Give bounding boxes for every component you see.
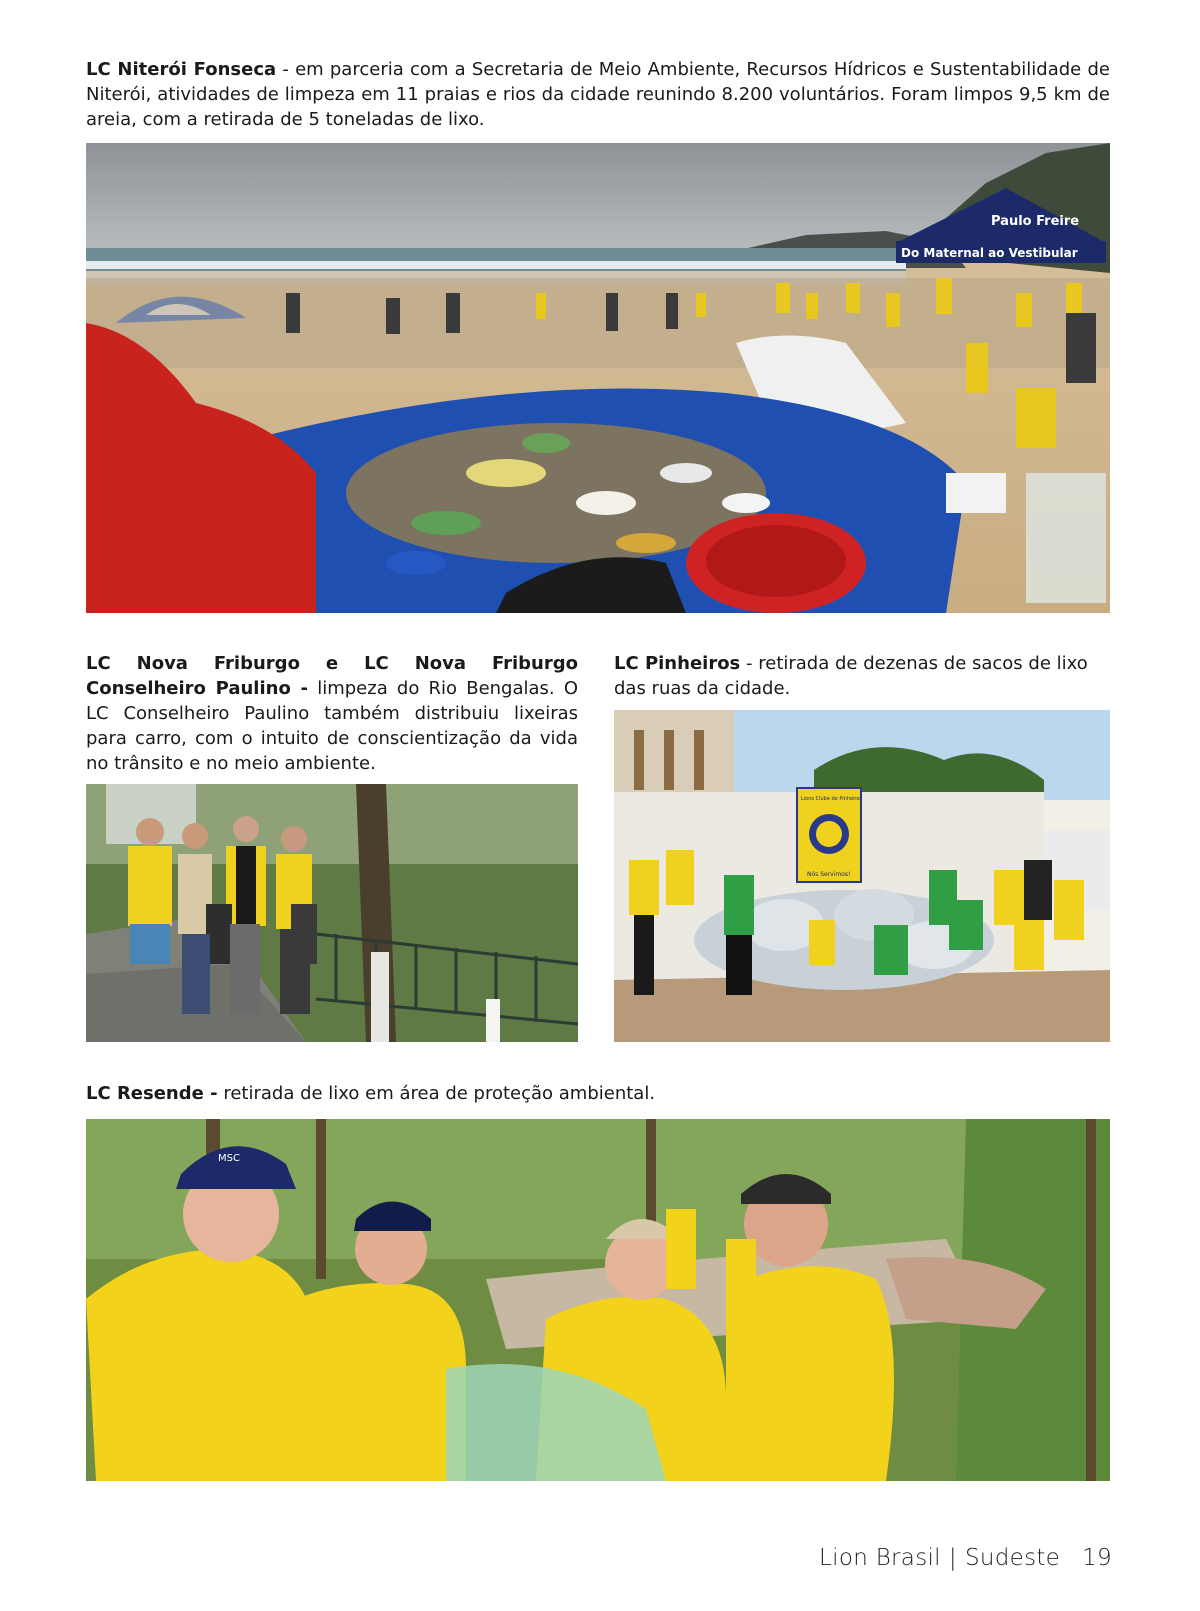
region-name: Sudeste: [964, 1545, 1061, 1571]
lions-banner-bottom: Nós Servimos!: [807, 871, 851, 878]
club-name-nova-friburgo: LC Nova Friburgo e LC Nova Friburgo Conselheiro Paulino -: [86, 653, 578, 699]
tent-banner-text: Do Maternal ao Vestibular: [901, 246, 1078, 260]
lions-banner-top: Lions Clube de Pinheiros: [801, 796, 863, 802]
niteroi-description: em parceria com a Secretaria de Meio Ambiente, Recursos Hídricos e Sustentabilidade de Niterói, atividades de limpeza em 11 praias e rios da cidade reunindo 8.200 voluntários. Foram limpos 9,5 km de areia, com a retirada de 5 toneladas de lixo.: [86, 59, 1110, 130]
section-resende-text: [86, 1081, 1110, 1106]
footer-separator: |: [948, 1545, 957, 1571]
cap-text: MSC: [218, 1153, 240, 1164]
club-name-pinheiros: LC Pinheiros: [614, 653, 741, 674]
page-number: 19: [1082, 1545, 1112, 1571]
publication-name: Lion Brasil: [819, 1545, 941, 1571]
tent-brand-text: Paulo Freire: [991, 214, 1080, 229]
resende-cleanup-photo: [86, 1119, 1110, 1481]
section-nova-friburgo-text: [86, 651, 578, 776]
section-pinheiros-text: LC Pinheiros - retirada de dezenas de sacos de lixo das ruas da cidade.: [614, 653, 1088, 699]
club-name-niteroi: LC Niterói Fonseca: [86, 59, 277, 80]
section-niteroi-text: LC Niterói Fonseca - em parceria com a Secretaria de Meio Ambiente, Recursos Hídricos e Sustentabilidade de Niterói, atividades de limpeza em 11 praias e rios da cidade reunindo 8.200 voluntários. Foram limpos 9,5 km de areia, com a retirada de 5 toneladas de lixo.: [86, 59, 1110, 130]
nova-friburgo-description: limpeza do Rio Bengalas. O LC Conselheiro Paulino também distribuiu lixeiras para carro, com o intuito de conscientização da vida no trânsito e no meio ambiente.: [86, 678, 578, 774]
beach-cleanup-photo: [86, 143, 1110, 613]
pinheiros-description: retirada de dezenas de sacos de lixo das ruas da cidade.: [614, 653, 1088, 699]
river-cleanup-photo: [86, 784, 578, 1042]
resende-description: retirada de lixo em área de proteção ambiental.: [223, 1083, 656, 1104]
pinheiros-cleanup-photo: [614, 710, 1110, 1042]
page-footer: [819, 1545, 1112, 1571]
club-name-resende: LC Resende -: [86, 1083, 218, 1104]
